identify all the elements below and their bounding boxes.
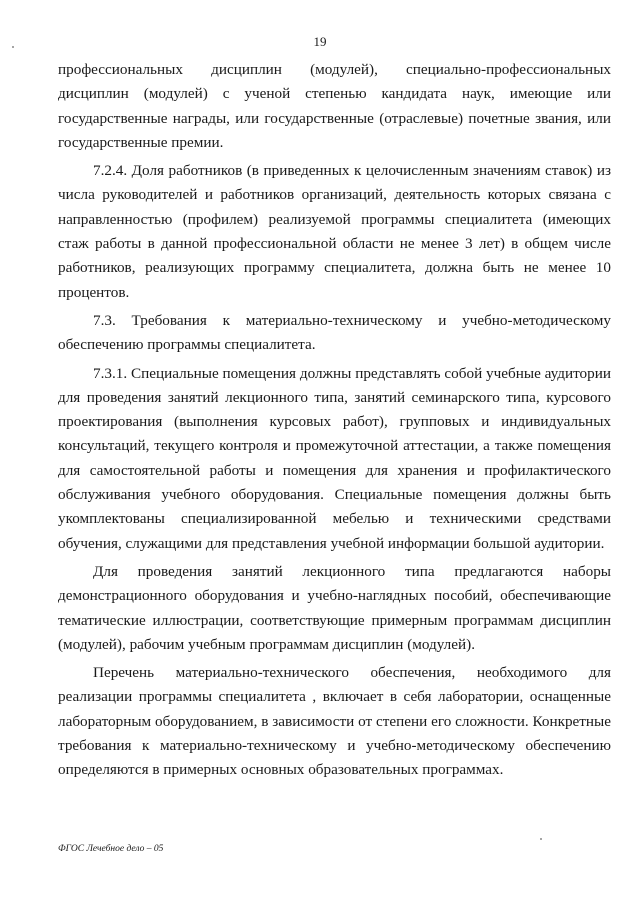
paragraph-lecture-equipment: Для проведения занятий лекционного типа предлагаются наборы демонстрационного оборудования и учебно-наглядных пособий, обеспечивающие тематические иллюстрации, соответствующие примерным программам дисциплин (модулей), рабочим учебным программам дисциплин (модулей). <box>58 562 611 653</box>
paragraph-material-list: Перечень материально-технического обеспечения, необходимого для реализации программы специалитета , включает в себя лаборатории, оснащенные лабораторным оборудованием, в зависимости от степени его сложности. Конкретные требования к материально-техническому и учебно-методическому обеспечению определяются в примерных основных образовательных программах. <box>58 664 611 779</box>
page-number: 19 <box>313 34 327 49</box>
footer-label: ФГОС Лечебное дело – 05 <box>58 844 164 854</box>
paragraph-7-3: 7.3. Требования к материально-техническому и учебно-методическому обеспечению программы специалитета. <box>58 311 611 354</box>
scan-speck <box>12 46 14 48</box>
scan-speck <box>540 838 542 840</box>
paragraph-continuation: профессиональных дисциплин (модулей), специально-профессиональных дисциплин (модулей) с ученой степенью кандидата наук, имеющие или государственные награды, или государственные (отраслевые) почетные звания, или государственные премии. <box>58 61 611 151</box>
paragraph-7-2-4: 7.2.4. Доля работников (в приведенных к целочисленным значениям ставок) из числа руководителей и работников организаций, деятельность которых связана с направленностью (профилем) реализуемой программы специалитета (имеющих стаж работы в данной профессиональной области не менее 3 лет) в общем числе работников, реализующих программу специалитета, должна быть не менее 10 процентов. <box>58 162 611 301</box>
document-body <box>58 58 611 787</box>
paragraph-7-3-1: 7.3.1. Специальные помещения должны представлять собой учебные аудитории для проведения занятий лекционного типа, занятий семинарского типа, курсового проектирования (выполнения курсовых работ), групповых и индивидуальных консультаций, текущего контроля и промежуточной аттестации, а также помещения для самостоятельной работы и помещения для хранения и профилактического обслуживания учебного оборудования. Специальные помещения должны быть укомплектованы специализированной мебелью и техническими средствами обучения, служащими для представления учебной информации большой аудитории. <box>58 364 611 552</box>
